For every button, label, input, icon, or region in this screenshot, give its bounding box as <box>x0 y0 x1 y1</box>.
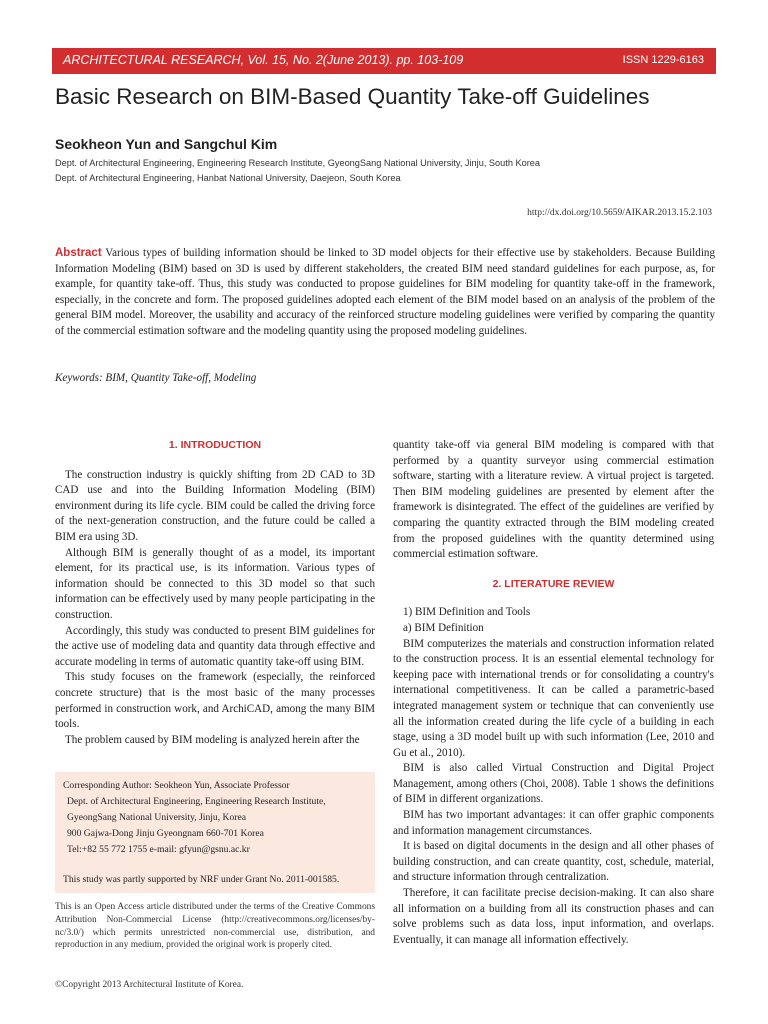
intro-paragraph: Although BIM is generally thought of as a model, its important element, for its practical use, is its information. Various types of information should be connected to this 3D model so that such information can be effectively used by many people participating in the construction. <box>55 546 375 621</box>
corresponding-line: Dept. of Architectural Engineering, Engineering Research Institute, <box>67 796 326 807</box>
review-paragraph: It is based on digital documents in the design and all other phases of building construction, and can create quantity, cost, schedule, material, and structure information through centralization. <box>393 840 714 884</box>
abstract-label: Abstract <box>55 247 102 259</box>
paper-title: Basic Research on BIM-Based Quantity Take-off Guidelines <box>55 84 650 109</box>
left-column <box>55 438 375 748</box>
intro-paragraph: This study focuses on the framework (especially, the reinforced concrete structure) that is the most basic of the many processes performed in construction work, and ArchiCAD, among the many BIM tools. <box>55 671 375 731</box>
corresponding-author-box <box>55 772 375 893</box>
journal-banner <box>52 48 716 74</box>
paper-authors: Seokheon Yun and Sangchul Kim <box>55 136 278 152</box>
license-text: This is an Open Access article distributed under the terms of the Creative Commons Attribution Non-Commercial License (http://creativecommons.org/licenses/by-nc/3.0/) which permits unrestricted non-commercial use, distribution, and reproduction in any medium, provided the original work is properly cited. <box>55 902 375 951</box>
right-column <box>393 438 714 948</box>
section-heading-literature-review: 2. LITERATURE REVIEW <box>492 577 615 590</box>
corresponding-line: Corresponding Author: Seokheon Yun, Associate Professor <box>63 780 290 791</box>
corresponding-line: 900 Gajwa-Dong Jinju Gyeongnam 660-701 Korea <box>67 828 264 839</box>
keywords: Keywords: BIM, Quantity Take-off, Modeling <box>55 372 257 384</box>
intro-paragraph: Accordingly, this study was conducted to present BIM guidelines for the active use of modeling data and quantity data through effective and accurate modeling in terms of automatic quantity take-off using BIM. <box>55 624 375 668</box>
affiliation-2: Dept. of Architectural Engineering, Hanbat National University, Daejeon, South Korea <box>55 173 401 183</box>
intro-paragraph: The problem caused by BIM modeling is analyzed herein after the <box>65 733 360 746</box>
issn-number: ISSN 1229-6163 <box>622 54 704 66</box>
section-heading-introduction: 1. INTRODUCTION <box>168 439 262 451</box>
funding-note: This study was partly supported by NRF under Grant No. 2011-001585. <box>63 874 340 885</box>
journal-citation: ARCHITECTURAL RESEARCH, Vol. 15, No. 2(June 2013). pp. 103-109 <box>63 53 464 67</box>
subsection-heading: 1) BIM Definition and Tools <box>403 606 531 619</box>
abstract-text: Various types of building information should be linked to 3D model objects for their effective use by stakeholders. Because Building Information Modeling (BIM) based on 3D is used by different stakeholders, the created BIM need standard guidelines for each purpose, as, for example, for quantity take-off. Thus, this study was conducted to propose guidelines for BIM modeling for quantity take-off in the framework, especially, in the concrete and form. The proposed guidelines adopted each element of the BIM model based on an analysis of the problem of the general BIM model. Moreover, the usability and accuracy of the reinforced structure modeling guidelines were verified by comparing the quantity of the commercial estimation software and the modeling quantity using the proposed modeling guidelines. <box>55 247 715 337</box>
intro-continued-paragraph: quantity take-off via general BIM modeling is compared with that performed by a quantity surveyor using commercial estimation software, starting with a literature review. A virtual project is targeted. Then BIM modeling guidelines are presented by element after the framework is disintegrated. The effect of the guidelines are verified by comparing the quantity extracted through the BIM modeling created from the proposed guidelines with the quantity determined using commercial estimation software. <box>393 439 714 561</box>
review-paragraph: BIM is also called Virtual Construction and Digital Project Management, among others (Choi, 2008). Table 1 shows the definitions of BIM in different organizations. <box>393 762 714 806</box>
doi-link[interactable]: http://dx.doi.org/10.5659/AIKAR.2013.15.2.103 <box>527 208 712 218</box>
corresponding-line: Tel:+82 55 772 1755 e-mail: gfyun@gsnu.ac.kr <box>67 844 250 855</box>
review-paragraph: BIM has two important advantages: it can offer graphic components and information management circumstances. <box>393 809 714 837</box>
review-paragraph: BIM computerizes the materials and construction information related to the construction process. It is an essential elemental technology for keeping pace with international trends or for consolidating a country's international competitiveness. It can be called a parametric-based integrated management system or technique that can conveniently use all the information created during the life cycle of a building in each stage, using a 3D model built up with such information (Lee, 2010 and Gu et al., 2010). <box>393 637 714 759</box>
subsubsection-heading: a) BIM Definition <box>403 621 484 634</box>
abstract <box>55 246 715 340</box>
affiliation-1: Dept. of Architectural Engineering, Engineering Research Institute, GyeongSang National University, Jinju, South Korea <box>55 158 540 168</box>
review-paragraph: Therefore, it can facilitate precise decision-making. It can also share all information on a building from all its construction phases and can solve problems such as data loss, input information, and overlaps. Eventually, it can manage all information effectively. <box>393 887 714 946</box>
corresponding-line: GyeongSang National University, Jinju, Korea <box>67 812 246 823</box>
copyright: ©Copyright 2013 Architectural Institute of Korea. <box>55 980 244 990</box>
intro-paragraph: The construction industry is quickly shifting from 2D CAD to 3D CAD use and into the Building Information Modeling (BIM) environment during its life cycle. BIM could be called the driving force of the next-generation construction, and the future could be called a BIM era using 3D. <box>55 468 375 543</box>
